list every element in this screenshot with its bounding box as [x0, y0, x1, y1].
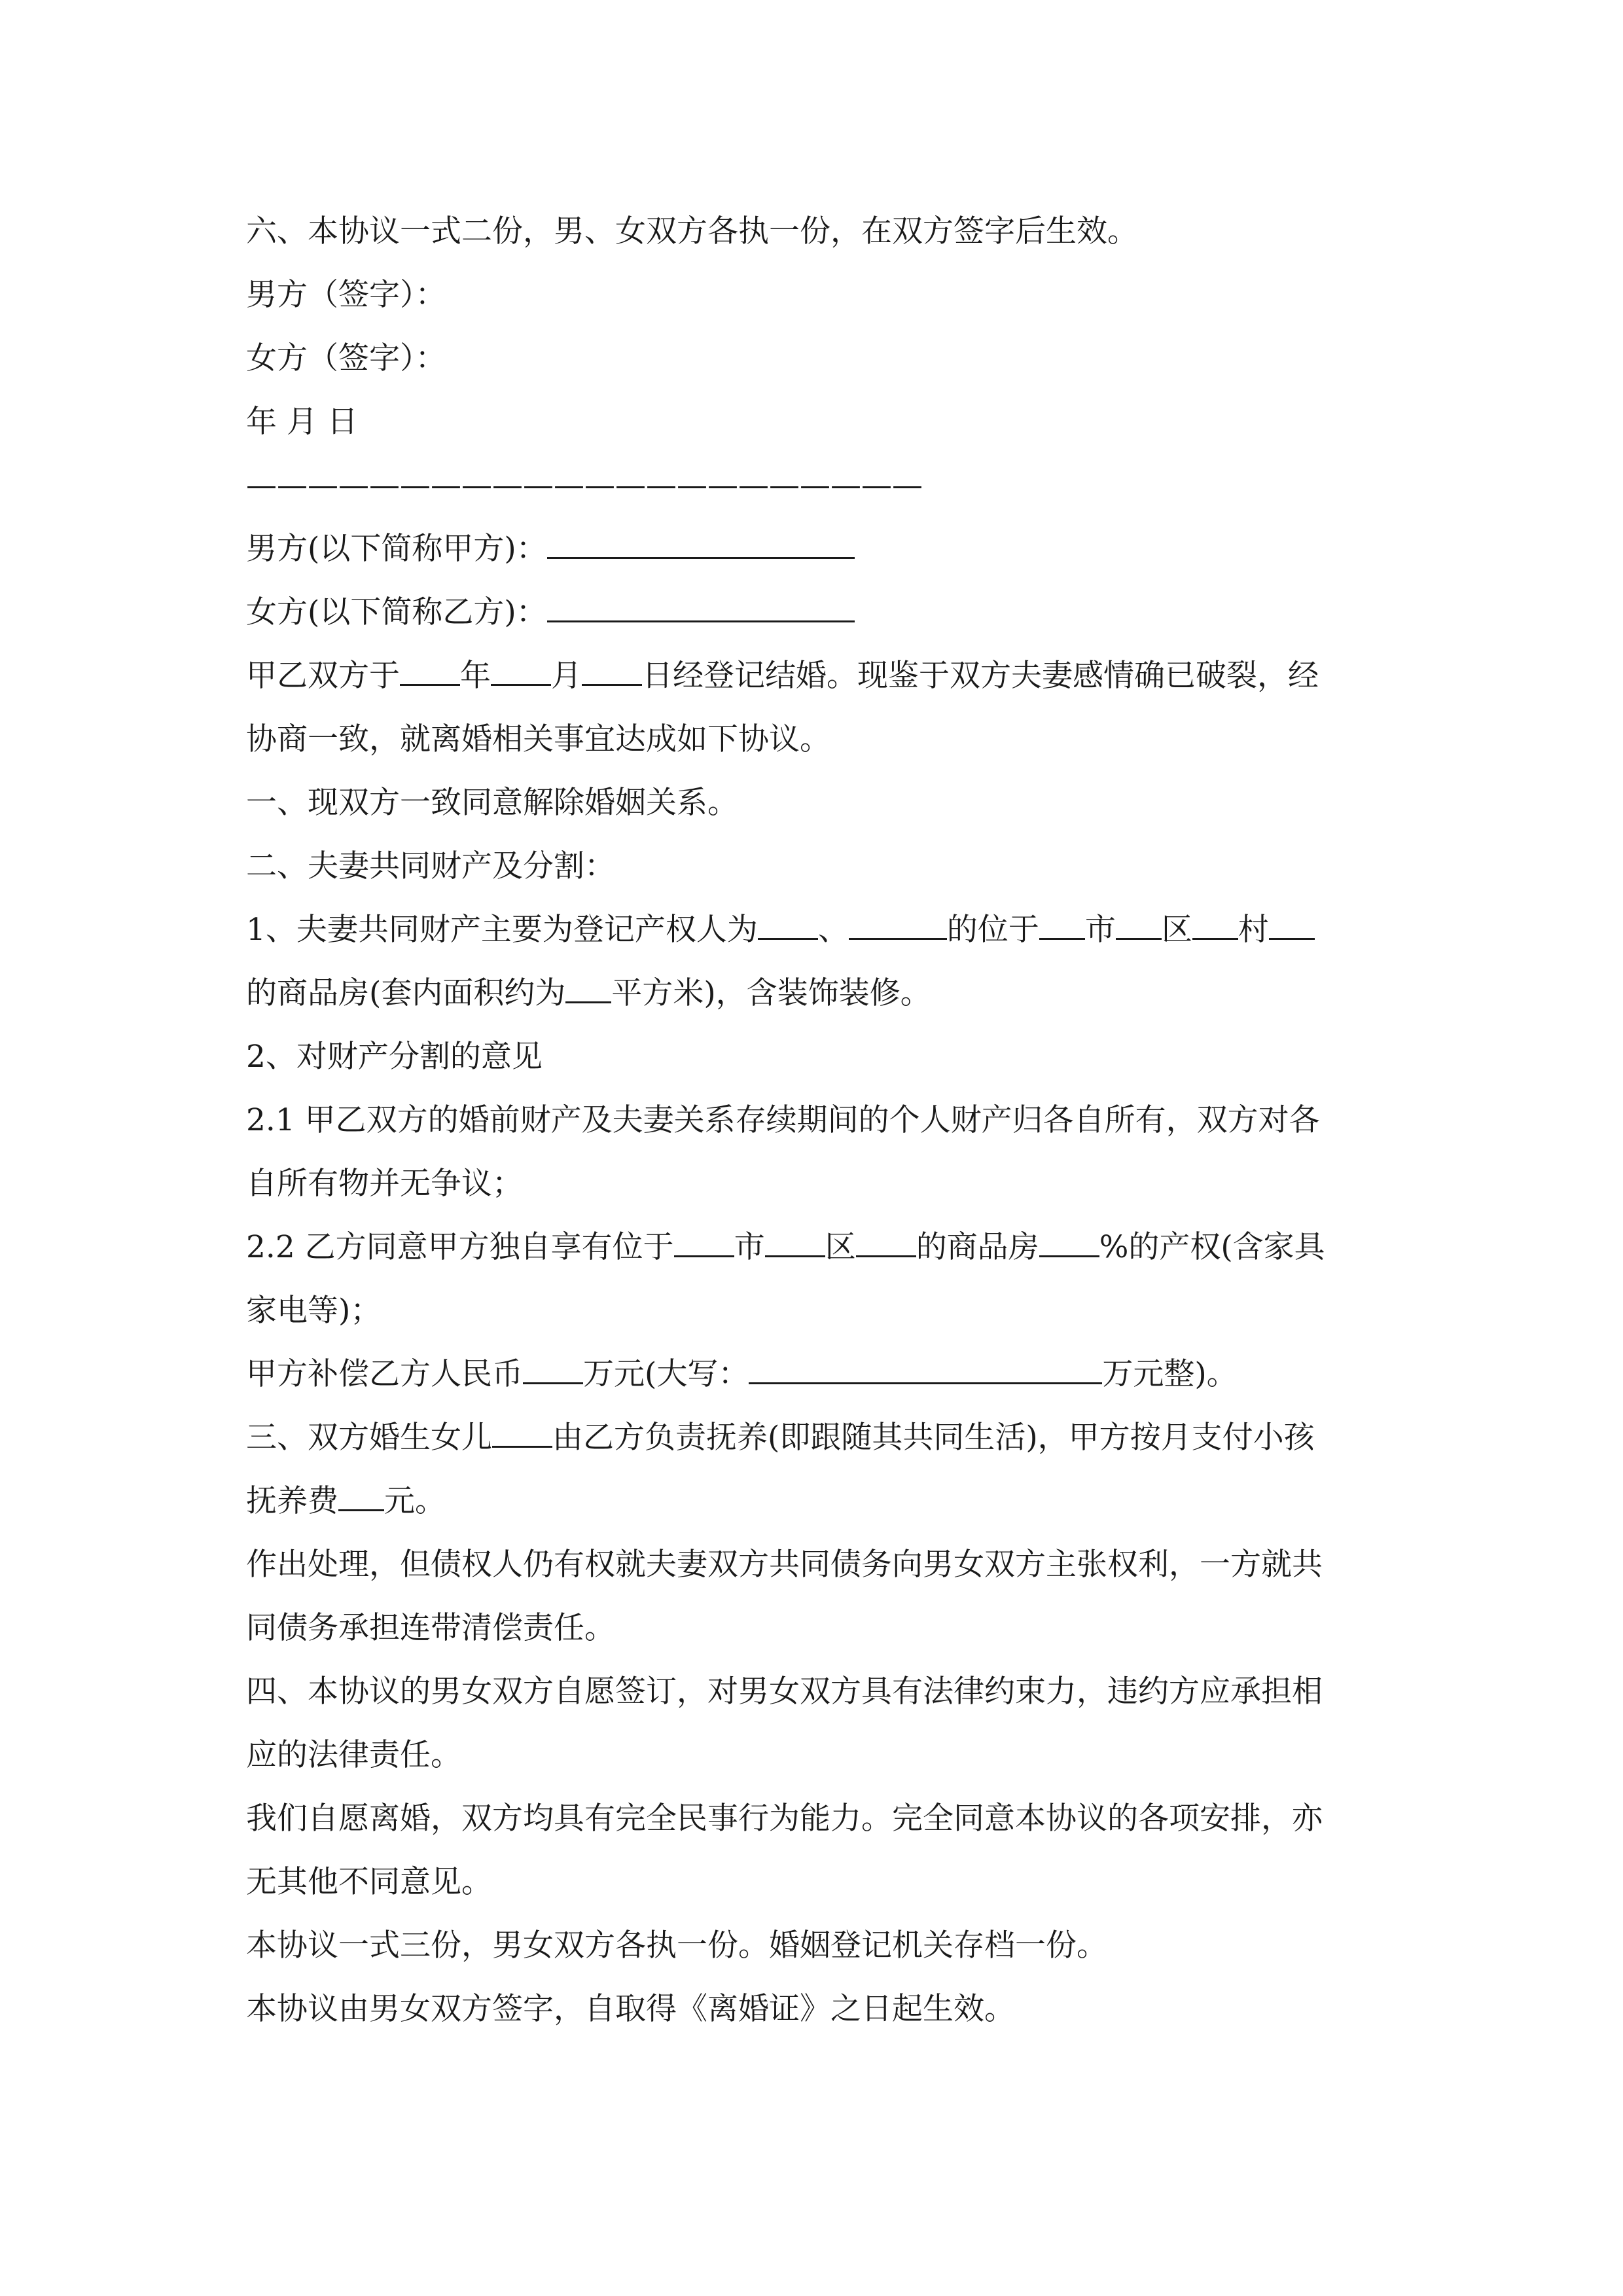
clause-2-1-line-2: 自所有物并无争议； — [246, 1166, 523, 1202]
debt-line-1: 作出处理，但债权人仍有权就夫妻双方共同债务向男女双方主张权利，一方就共 — [246, 1547, 1323, 1583]
compensation-written-blank — [749, 1356, 1102, 1384]
clause22-address-blank — [856, 1229, 916, 1257]
property-text-6: 村 — [1238, 912, 1269, 948]
female-signature-label: 女方（签字）： — [246, 340, 446, 376]
clause22-text-1: 2.2 乙方同意甲方独自享有位于 — [246, 1229, 674, 1265]
party-female-label: 女方(以下简称乙方)： — [246, 594, 547, 630]
clause22-district-blank — [765, 1229, 825, 1257]
clause22-text-2: 市 — [734, 1229, 765, 1265]
marriage-text-1: 甲乙双方于 — [246, 658, 400, 694]
negotiation-line: 协商一致，就离婚相关事宜达成如下协议。 — [246, 721, 830, 757]
clause22-text-4: 的商品房 — [916, 1229, 1039, 1265]
clause22-text-3: 区 — [825, 1229, 856, 1265]
effective-line: 本协议由男女双方签字，自取得《离婚证》之日起生效。 — [246, 1991, 1015, 2027]
marriage-text-2: 年 — [460, 658, 491, 694]
clause-four-line-2: 应的法律责任。 — [246, 1737, 461, 1773]
marriage-day-blank — [582, 658, 642, 686]
district-blank — [1116, 912, 1162, 940]
property-text-3: 的位于 — [946, 912, 1039, 948]
custody-line-1 — [246, 1406, 1381, 1469]
custody-text-1: 三、双方婚生女儿 — [246, 1420, 492, 1456]
date-label: 年 月 日 — [246, 404, 358, 440]
copies-line: 本协议一式三份，男女双方各执一份。婚姻登记机关存档一份。 — [246, 1928, 1107, 1964]
document-body — [246, 200, 1381, 2041]
voluntary-line-2: 无其他不同意见。 — [246, 1864, 492, 1900]
party-male-blank — [547, 531, 855, 559]
city-blank — [1039, 912, 1085, 940]
party-female — [246, 581, 1381, 644]
clause22-percent-blank — [1039, 1229, 1099, 1257]
clause-2-heading: 2、对财产分割的意见 — [246, 1039, 543, 1075]
debt-line-2: 同债务承担连带清偿责任。 — [246, 1610, 615, 1646]
property-text-4: 市 — [1084, 912, 1116, 948]
area-blank — [565, 975, 611, 1003]
custody-fee-text-1: 抚养费 — [246, 1483, 338, 1519]
property-text-5: 区 — [1161, 912, 1192, 948]
clause-one: 一、现双方一致同意解除婚姻关系。 — [246, 785, 738, 821]
clause-2-1-line-1: 2.1 甲乙双方的婚前财产及夫妻关系存续期间的个人财产归各自所有，双方对各 — [246, 1102, 1320, 1138]
owner-blank-2 — [849, 912, 947, 940]
marriage-text-3: 月 — [551, 658, 582, 694]
clause22-text-5: %的产权(含家具 — [1099, 1229, 1325, 1265]
marriage-text-4: 日经登记结婚。现鉴于双方夫妻感情确已破裂，经 — [642, 658, 1319, 694]
party-male-label: 男方(以下简称甲方)： — [246, 531, 547, 567]
custody-text-2: 由乙方负责抚养(即跟随其共同生活)，甲方按月支付小孩 — [552, 1420, 1315, 1456]
separator-line: —————————————————————— — [246, 467, 923, 503]
compensation-text-2: 万元(大写： — [583, 1356, 749, 1392]
clause-2-2-line-2: 家电等)； — [246, 1293, 382, 1329]
party-male — [246, 517, 1381, 581]
custody-fee-blank — [338, 1483, 384, 1511]
property-text-1: 1、夫妻共同财产主要为登记产权人为 — [246, 912, 758, 948]
clause-four-line-1: 四、本协议的男女双方自愿签订，对男女双方具有法律约束力，违约方应承担相 — [246, 1674, 1323, 1710]
owner-blank-1 — [758, 912, 818, 940]
compensation-line — [246, 1342, 1381, 1406]
custody-fee-text-2: 元。 — [384, 1483, 446, 1519]
party-female-blank — [547, 594, 855, 622]
daughter-name-blank — [492, 1420, 552, 1448]
address-blank — [1269, 912, 1315, 940]
clause-2-2-line-1 — [246, 1215, 1381, 1279]
property-line-2 — [246, 961, 1381, 1025]
property-area-text-1: 的商品房(套内面积约为 — [246, 975, 566, 1011]
village-blank — [1192, 912, 1238, 940]
clause-two-heading: 二、夫妻共同财产及分割： — [246, 848, 615, 884]
compensation-text-3: 万元整)。 — [1102, 1356, 1238, 1392]
marriage-year-blank — [400, 658, 460, 686]
property-text-2: 、 — [817, 912, 849, 948]
compensation-text-1: 甲方补偿乙方人民币 — [246, 1356, 523, 1392]
voluntary-line-1: 我们自愿离婚，双方均具有完全民事行为能力。完全同意本协议的各项安排，亦 — [246, 1801, 1323, 1837]
male-signature-label: 男方（签字）： — [246, 277, 446, 313]
property-area-text-2: 平方米)，含装饰装修。 — [611, 975, 931, 1011]
marriage-line — [246, 644, 1381, 708]
marriage-month-blank — [491, 658, 551, 686]
clause-six: 六、本协议一式二份，男、女双方各执一份，在双方签字后生效。 — [246, 213, 1138, 249]
property-line-1 — [246, 898, 1381, 961]
custody-line-2 — [246, 1469, 1381, 1533]
clause22-city-blank — [674, 1229, 734, 1257]
compensation-amount-blank — [523, 1356, 583, 1384]
